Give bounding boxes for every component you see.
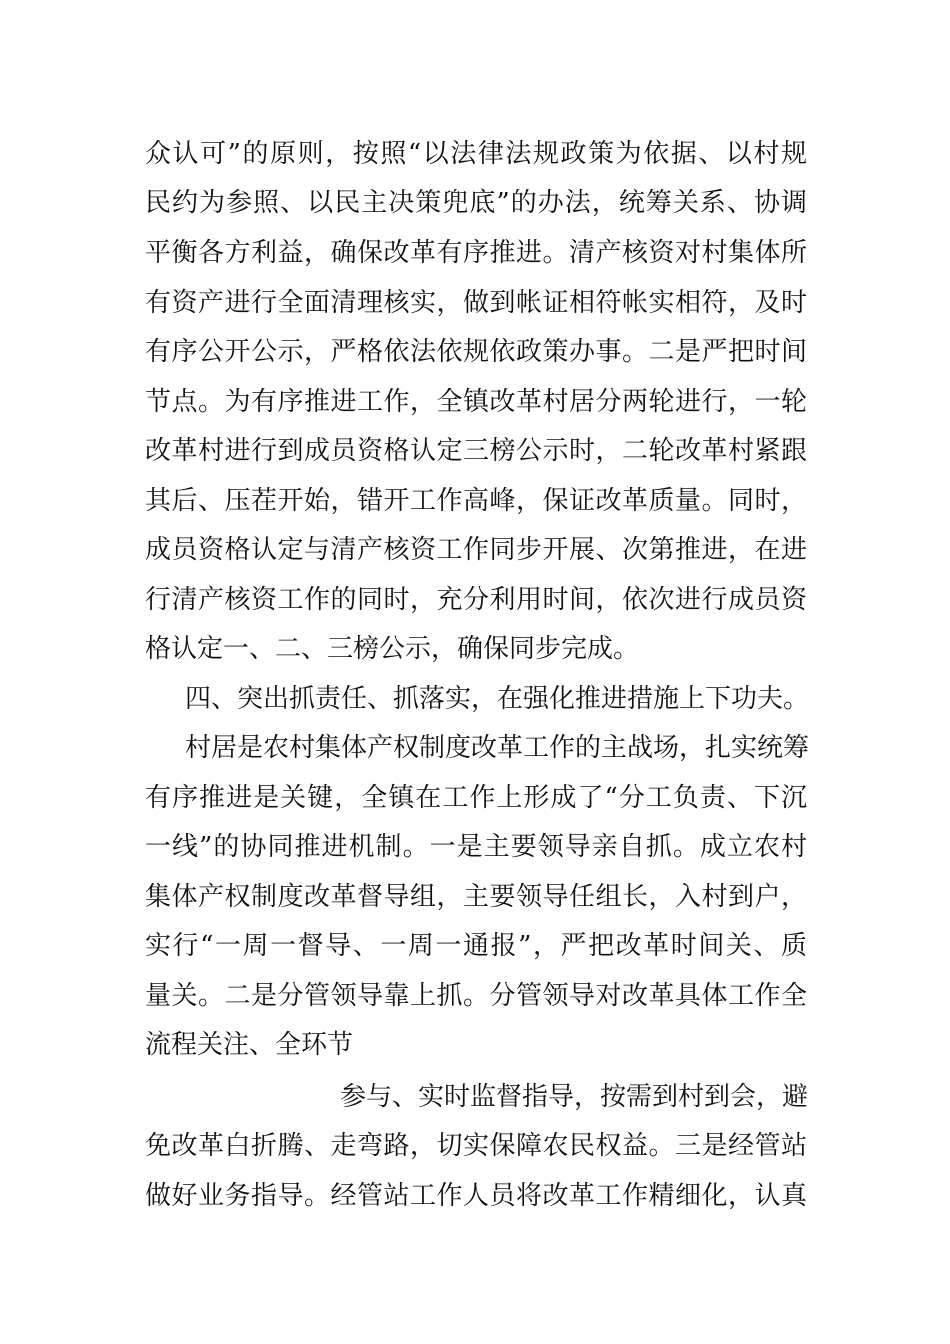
text-line: 其后、压茬开始，错开工作高峰，保证改革质量。同时，	[145, 486, 807, 516]
text-line: 一线”的协同推进机制。一是主要领导亲自抓。成立农村	[145, 832, 807, 862]
text-line: 节点。为有序推进工作，全镇改革村居分两轮进行，一轮	[145, 387, 807, 417]
text-line: 改革村进行到成员资格认定三榜公示时，二轮改革村紧跟	[145, 436, 807, 466]
text-line: 实行“一周一督导、一周一通报”，严把改革时间关、质	[145, 931, 807, 961]
text-line: 众认可”的原则，按照“以法律法规政策为依据、以村规	[145, 139, 807, 169]
text-line: 做好业务指导。经管站工作人员将改革工作精细化，认真	[145, 1181, 807, 1211]
text-line: 有序推进是关键，全镇在工作上形成了“分工负责、下沉	[145, 783, 807, 813]
section-heading: 四、突出抓责任、抓落实，在强化推进措施上下功夫。	[185, 684, 810, 714]
text-line: 免改革白折腾、走弯路，切实保障农民权益。三是经管站	[145, 1131, 807, 1161]
text-line: 量关。二是分管领导靠上抓。分管领导对改革具体工作全	[145, 981, 807, 1011]
text-line: 行清产核资工作的同时，充分利用时间，依次进行成员资	[145, 585, 807, 615]
text-line: 集体产权制度改革督导组，主要领导任组长，入村到户，	[145, 882, 807, 912]
text-line: 格认定一、二、三榜公示，确保同步完成。	[145, 634, 640, 664]
text-line: 成员资格认定与清产核资工作同步开展、次第推进，在进	[145, 535, 807, 565]
text-line: 流程关注、全环节	[145, 1030, 354, 1060]
text-line: 有序公开公示，严格依法依规依政策办事。二是严把时间	[145, 337, 807, 367]
text-line: 民约为参照、以民主决策兜底”的办法，统筹关系、协调	[145, 188, 807, 218]
text-line: 村居是农村集体产权制度改革工作的主战场，扎实统筹	[185, 733, 810, 763]
text-line: 参与、实时监督指导，按需到村到会，避	[340, 1082, 809, 1112]
text-line: 有资产进行全面清理核实，做到帐证相符帐实相符，及时	[145, 288, 807, 318]
text-line: 平衡各方利益，确保改革有序推进。清产核资对村集体所	[145, 238, 807, 268]
